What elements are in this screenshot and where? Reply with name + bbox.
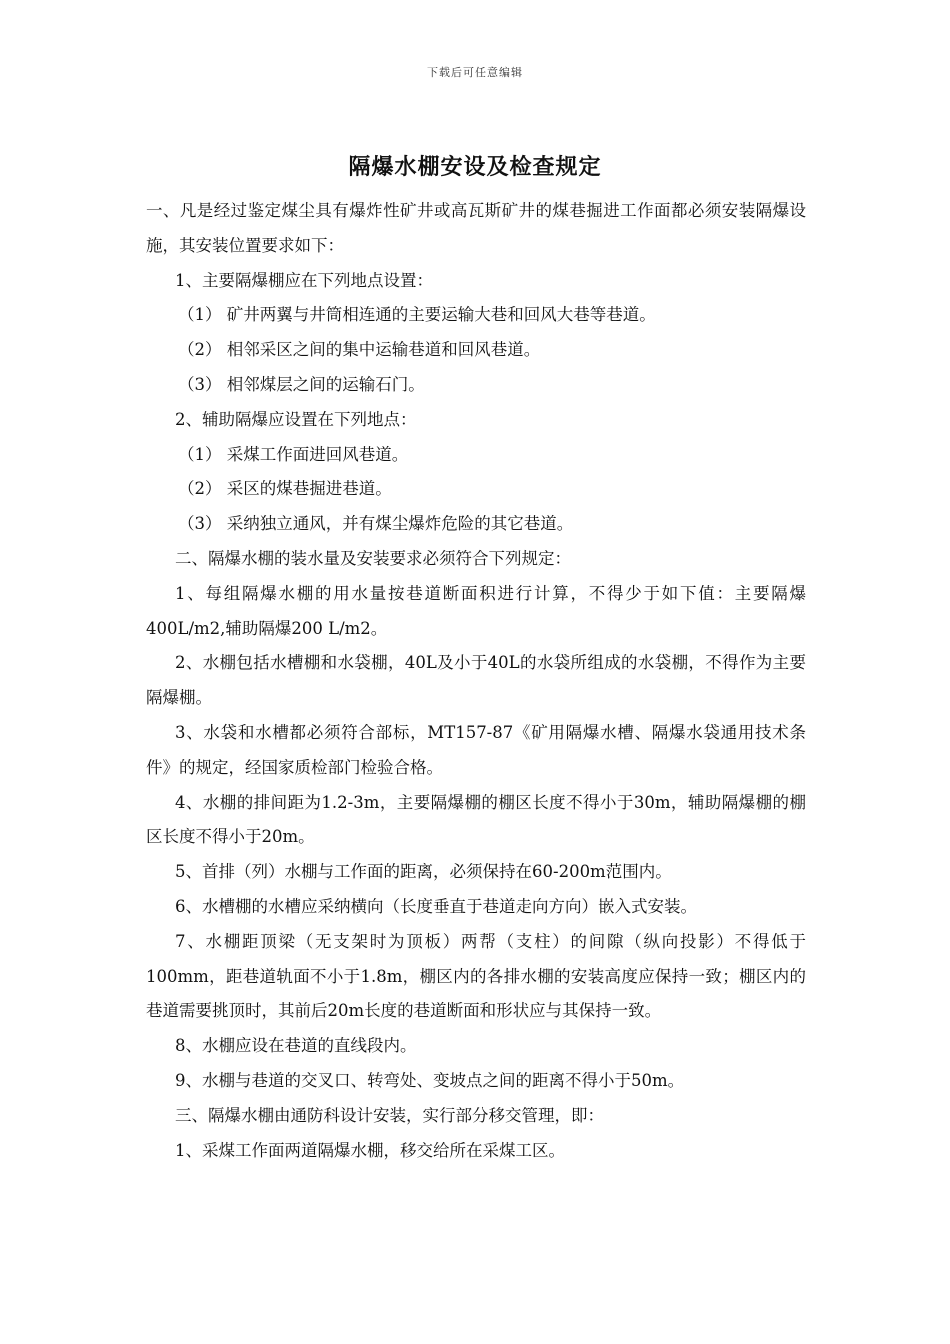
rule-item: 5、首排（列）水棚与工作面的距离，必须保持在60-200m范围内。 [175, 862, 672, 882]
rule-item: 1、每组隔爆水棚的用水量按巷道断面积进行计算，不得少于如下值：主要隔爆400L/m2,辅助隔爆200 L/m2。 [146, 583, 806, 638]
sub-item: （1） 采煤工作面进回风巷道。 [178, 444, 409, 464]
sub-item: （3） 采纳独立通风，并有煤尘爆炸危险的其它巷道。 [178, 514, 574, 534]
rule-item: 9、水棚与巷道的交叉口、转弯处、变坡点之间的距离不得小于50m。 [175, 1070, 685, 1090]
section-3-heading: 三、隔爆水棚由通防科设计安装，实行部分移交管理，即： [175, 1105, 604, 1125]
rule-item: 4、水棚的排间距为1.2-3m，主要隔爆棚的棚区长度不得小于30m，辅助隔爆棚的棚区长度不得小于20m。 [146, 792, 806, 847]
sub-item: （1） 矿井两翼与井筒相连通的主要运输大巷和回风大巷等巷道。 [178, 305, 656, 325]
sub-item: （2） 采区的煤巷掘进巷道。 [178, 479, 392, 499]
rule-item: 3、水袋和水槽都必须符合部标，MT157-87《矿用隔爆水槽、隔爆水袋通用技术条件》的规定，经国家质检部门检验合格。 [146, 722, 806, 777]
section-2-heading: 二、隔爆水棚的装水量及安装要求必须符合下列规定： [175, 548, 571, 568]
rule-item: 2、水棚包括水槽棚和水袋棚，40L及小于40L的水袋所组成的水袋棚，不得作为主要隔爆棚。 [146, 653, 806, 708]
rule-item: 8、水棚应设在巷道的直线段内。 [175, 1036, 417, 1056]
section-1-intro: 一、凡是经过鉴定煤尘具有爆炸性矿井或高瓦斯矿井的煤巷掘进工作面都必须安装隔爆设施，其安装位置要求如下： [146, 201, 806, 255]
item-1-primary-barrier: 1、主要隔爆棚应在下列地点设置： [175, 270, 433, 290]
sub-item: （2） 相邻采区之间的集中运输巷道和回风巷道。 [178, 340, 541, 360]
rule-item: 6、水槽棚的水槽应采纳横向（长度垂直于巷道走向方向）嵌入式安装。 [175, 896, 697, 916]
rule-item: 7、水棚距顶梁（无支架时为顶板）两帮（支柱）的间隙（纵向投影）不得低于100mm，距巷道轨面不小于1.8m，棚区内的各排水棚的安装高度应保持一致；棚区内的巷道需要挑顶时，其前后20m长度的巷道断面和形状应与其保持一致。 [146, 931, 806, 1021]
sub-item: （3） 相邻煤层之间的运输石门。 [178, 374, 425, 394]
item-2-auxiliary-barrier: 2、辅助隔爆应设置在下列地点： [175, 409, 417, 429]
rule-item: 1、采煤工作面两道隔爆水棚，移交给所在采煤工区。 [175, 1140, 565, 1160]
document-body [146, 194, 806, 1168]
header-note: 下载后可任意编辑 [427, 66, 523, 79]
document-title: 隔爆水棚安设及检查规定 [348, 154, 602, 180]
